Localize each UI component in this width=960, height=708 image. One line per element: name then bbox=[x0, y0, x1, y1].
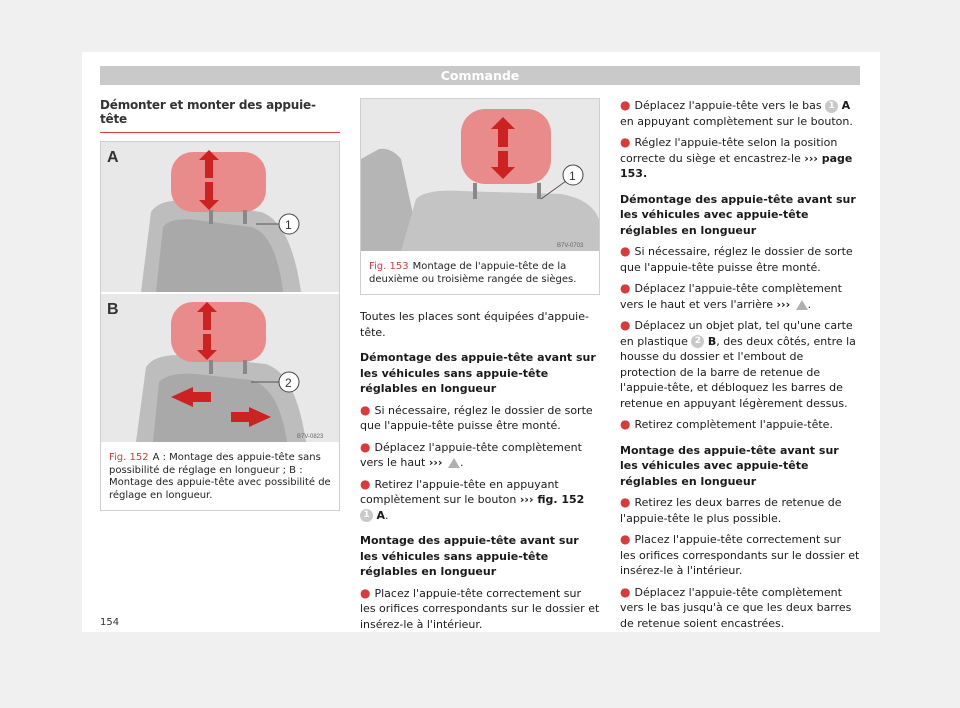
list-item: ● Déplacez l'appuie-tête vers le bas 1 A en appuyant complètement sur le bouton. bbox=[620, 98, 853, 128]
heading-removal-adjust: Démontage des appuie-tête avant sur les véhicules avec appuie-tête réglables en longueur bbox=[620, 192, 856, 237]
page-link[interactable]: ››› page 153. bbox=[620, 151, 853, 180]
fig-label: Fig. 152 bbox=[109, 452, 149, 463]
fig-link[interactable]: ››› fig. 152 bbox=[519, 493, 585, 506]
callout-1: 1 bbox=[285, 218, 292, 232]
headrest-a bbox=[171, 152, 266, 212]
list-item: ● Si nécessaire, réglez le dossier de sorte que l'appuie-tête puisse être monté. bbox=[360, 402, 593, 432]
figure-153 bbox=[360, 98, 600, 295]
list-item: ● Réglez l'appuie-tête selon la position correcte du siège et encastrez-le ››› page 153. bbox=[620, 135, 853, 180]
list-item: ● Déplacez l'appuie-tête complètement vers le haut ››› . bbox=[360, 439, 582, 469]
caption-text: A : Montage des appuie-tête sans possibilité de réglage en longueur ; B : Montage des appuie-tête avec possibilité de réglage en longueur. bbox=[109, 452, 331, 501]
page-number: 154 bbox=[100, 617, 120, 628]
column-2 bbox=[360, 98, 600, 638]
warning-icon bbox=[448, 458, 460, 468]
figure-caption-b bbox=[361, 255, 599, 294]
column-3 bbox=[620, 98, 860, 637]
callout-2: 2 bbox=[285, 376, 292, 390]
figure-152 bbox=[100, 141, 340, 511]
figure-code: B7V-0823 bbox=[297, 434, 324, 440]
warning-icon bbox=[796, 300, 808, 310]
headrest-illustration-152 bbox=[101, 142, 339, 442]
list-item: ● Retirez les deux barres de retenue de l'appuie-tête le plus possible. bbox=[620, 495, 842, 525]
chapter-header: Commande bbox=[100, 66, 860, 85]
list-item: ● Retirez complètement l'appuie-tête. bbox=[620, 417, 833, 431]
figure-code-b: B7V-0703 bbox=[557, 243, 584, 249]
section-title: Démonter et monter des appuie-tête bbox=[100, 98, 340, 133]
heading-removal-no-adjust: Démontage des appuie-tête avant sur les véhicules sans appuie-tête réglables en longueur bbox=[360, 351, 596, 395]
list-item: ● Placez l'appuie-tête correctement sur les orifices correspondants sur le dossier et insérez-le à l'intérieur. bbox=[360, 585, 600, 631]
list-item: ● Si nécessaire, réglez le dossier de sorte que l'appuie-tête puisse être monté. bbox=[620, 244, 853, 274]
list-item: ● Déplacez un objet plat, tel qu'une carte en plastique 2 B, des deux côtés, entre la housse du dossier et l'embout de protection de la barre de retenue de l'appuie-tête, et débloquez les barres de retenue en appuyant légèrement dessus. bbox=[620, 318, 856, 410]
caption-text-b: Montage de l'appuie-tête de la deuxième ou troisième rangée de sièges. bbox=[369, 261, 577, 285]
heading-mount-no-adjust: Montage des appuie-tête avant sur les véhicules sans appuie-tête réglables en longueur bbox=[360, 534, 579, 578]
figure-caption bbox=[101, 446, 339, 510]
heading-mount-adjust: Montage des appuie-tête avant sur les véhicules avec appuie-tête réglables en longueur bbox=[620, 443, 839, 488]
callout-1-b: 1 bbox=[569, 169, 576, 183]
panel-b-label: B bbox=[107, 301, 119, 318]
list-item: ● Retirez l'appuie-tête en appuyant complètement sur le bouton ››› fig. 152 1 A. bbox=[360, 476, 585, 522]
list-item: ● Déplacez l'appuie-tête complètement vers le bas jusqu'à ce que les deux barres de retenue soient encastrées. bbox=[620, 584, 852, 630]
column-1 bbox=[100, 98, 340, 511]
fig-label-b: Fig. 153 bbox=[369, 261, 409, 272]
list-item: ● Déplacez l'appuie-tête complètement vers le haut et vers l'arrière ››› . bbox=[620, 281, 842, 311]
list-item: ● Placez l'appuie-tête correctement sur les orifices correspondants sur le dossier et insérez-le à l'intérieur. bbox=[620, 532, 860, 577]
panel-a-label: A bbox=[107, 149, 119, 166]
headrest-b bbox=[171, 302, 266, 362]
intro-text: Toutes les places sont équipées d'appuie-tête. bbox=[360, 310, 589, 339]
headrest-illustration-153 bbox=[361, 99, 599, 251]
